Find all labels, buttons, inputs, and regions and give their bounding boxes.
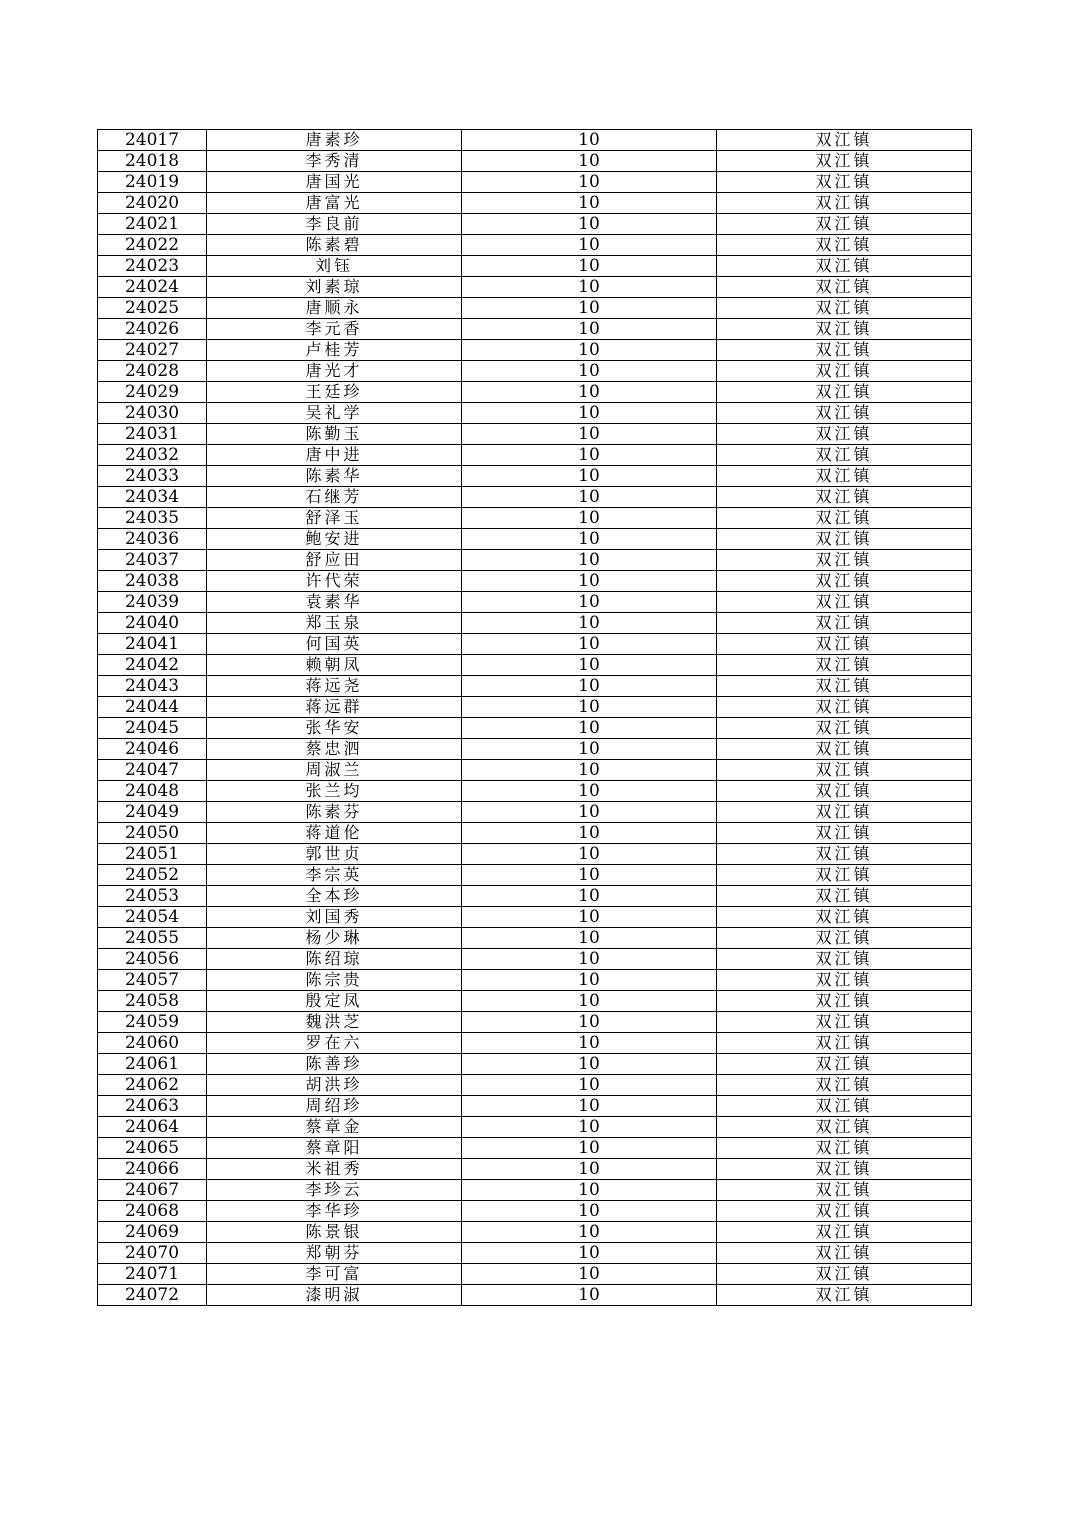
amount-cell: 10 (462, 424, 717, 445)
name-cell: 李珍云 (207, 1180, 462, 1201)
table-row (98, 676, 972, 697)
table-row (98, 718, 972, 739)
amount-cell: 10 (462, 760, 717, 781)
name-cell: 蔡章阳 (207, 1138, 462, 1159)
amount-cell: 10 (462, 1243, 717, 1264)
amount-cell: 10 (462, 1117, 717, 1138)
amount-cell: 10 (462, 1075, 717, 1096)
town-cell: 双江镇 (717, 1159, 972, 1180)
name-cell: 蒋远群 (207, 697, 462, 718)
id-cell: 24049 (98, 802, 207, 823)
table-row (98, 886, 972, 907)
town-cell: 双江镇 (717, 361, 972, 382)
id-cell: 24056 (98, 949, 207, 970)
table-row (98, 151, 972, 172)
town-cell: 双江镇 (717, 277, 972, 298)
table-row (98, 592, 972, 613)
name-cell: 郑朝芬 (207, 1243, 462, 1264)
name-cell: 舒应田 (207, 550, 462, 571)
table-row (98, 235, 972, 256)
amount-cell: 10 (462, 1201, 717, 1222)
name-cell: 陈宗贵 (207, 970, 462, 991)
id-cell: 24063 (98, 1096, 207, 1117)
table-row (98, 970, 972, 991)
name-cell: 李良前 (207, 214, 462, 235)
town-cell: 双江镇 (717, 550, 972, 571)
id-cell: 24030 (98, 403, 207, 424)
table-row (98, 424, 972, 445)
name-cell: 唐富光 (207, 193, 462, 214)
id-cell: 24027 (98, 340, 207, 361)
table-row (98, 529, 972, 550)
id-cell: 24024 (98, 277, 207, 298)
town-cell: 双江镇 (717, 151, 972, 172)
id-cell: 24069 (98, 1222, 207, 1243)
amount-cell: 10 (462, 865, 717, 886)
name-cell: 李华珍 (207, 1201, 462, 1222)
table-row (98, 508, 972, 529)
name-cell: 陈景银 (207, 1222, 462, 1243)
table-row (98, 1222, 972, 1243)
table-row (98, 340, 972, 361)
amount-cell: 10 (462, 508, 717, 529)
town-cell: 双江镇 (717, 760, 972, 781)
name-cell: 周淑兰 (207, 760, 462, 781)
name-cell: 杨少琳 (207, 928, 462, 949)
amount-cell: 10 (462, 277, 717, 298)
amount-cell: 10 (462, 613, 717, 634)
name-cell: 李秀清 (207, 151, 462, 172)
table-row (98, 823, 972, 844)
id-cell: 24058 (98, 991, 207, 1012)
id-cell: 24068 (98, 1201, 207, 1222)
table-row (98, 172, 972, 193)
id-cell: 24060 (98, 1033, 207, 1054)
table-row (98, 403, 972, 424)
name-cell: 米祖秀 (207, 1159, 462, 1180)
table-row (98, 1285, 972, 1306)
name-cell: 郑玉泉 (207, 613, 462, 634)
amount-cell: 10 (462, 1222, 717, 1243)
town-cell: 双江镇 (717, 130, 972, 151)
name-cell: 蔡忠泗 (207, 739, 462, 760)
name-cell: 陈素华 (207, 466, 462, 487)
id-cell: 24043 (98, 676, 207, 697)
town-cell: 双江镇 (717, 592, 972, 613)
amount-cell: 10 (462, 445, 717, 466)
id-cell: 24025 (98, 298, 207, 319)
town-cell: 双江镇 (717, 1222, 972, 1243)
id-cell: 24045 (98, 718, 207, 739)
table-row (98, 991, 972, 1012)
id-cell: 24017 (98, 130, 207, 151)
id-cell: 24059 (98, 1012, 207, 1033)
name-cell: 许代荣 (207, 571, 462, 592)
table-row (98, 634, 972, 655)
table-row (98, 214, 972, 235)
table-row (98, 865, 972, 886)
amount-cell: 10 (462, 676, 717, 697)
name-cell: 陈善珍 (207, 1054, 462, 1075)
table-row (98, 802, 972, 823)
town-cell: 双江镇 (717, 697, 972, 718)
amount-cell: 10 (462, 214, 717, 235)
amount-cell: 10 (462, 1159, 717, 1180)
town-cell: 双江镇 (717, 907, 972, 928)
name-cell: 郭世贞 (207, 844, 462, 865)
id-cell: 24047 (98, 760, 207, 781)
name-cell: 唐顺永 (207, 298, 462, 319)
name-cell: 罗在六 (207, 1033, 462, 1054)
table-row (98, 1138, 972, 1159)
amount-cell: 10 (462, 781, 717, 802)
id-cell: 24029 (98, 382, 207, 403)
town-cell: 双江镇 (717, 1075, 972, 1096)
name-cell: 漆明淑 (207, 1285, 462, 1306)
amount-cell: 10 (462, 697, 717, 718)
town-cell: 双江镇 (717, 1285, 972, 1306)
id-cell: 24021 (98, 214, 207, 235)
amount-cell: 10 (462, 1033, 717, 1054)
name-cell: 刘国秀 (207, 907, 462, 928)
amount-cell: 10 (462, 361, 717, 382)
table-row (98, 193, 972, 214)
amount-cell: 10 (462, 928, 717, 949)
amount-cell: 10 (462, 634, 717, 655)
amount-cell: 10 (462, 571, 717, 592)
amount-cell: 10 (462, 487, 717, 508)
amount-cell: 10 (462, 340, 717, 361)
table-row (98, 1012, 972, 1033)
table-row (98, 382, 972, 403)
town-cell: 双江镇 (717, 865, 972, 886)
town-cell: 双江镇 (717, 1033, 972, 1054)
id-cell: 24057 (98, 970, 207, 991)
name-cell: 赖朝凤 (207, 655, 462, 676)
name-cell: 唐国光 (207, 172, 462, 193)
town-cell: 双江镇 (717, 1243, 972, 1264)
town-cell: 双江镇 (717, 1138, 972, 1159)
amount-cell: 10 (462, 886, 717, 907)
name-cell: 石继芳 (207, 487, 462, 508)
id-cell: 24018 (98, 151, 207, 172)
town-cell: 双江镇 (717, 781, 972, 802)
town-cell: 双江镇 (717, 403, 972, 424)
amount-cell: 10 (462, 256, 717, 277)
name-cell: 李元香 (207, 319, 462, 340)
town-cell: 双江镇 (717, 382, 972, 403)
id-cell: 24040 (98, 613, 207, 634)
table-row (98, 697, 972, 718)
table-row (98, 1201, 972, 1222)
name-cell: 胡洪珍 (207, 1075, 462, 1096)
amount-cell: 10 (462, 550, 717, 571)
table-body (98, 130, 972, 1306)
town-cell: 双江镇 (717, 424, 972, 445)
name-cell: 袁素华 (207, 592, 462, 613)
amount-cell: 10 (462, 970, 717, 991)
id-cell: 24019 (98, 172, 207, 193)
amount-cell: 10 (462, 592, 717, 613)
amount-cell: 10 (462, 823, 717, 844)
id-cell: 24064 (98, 1117, 207, 1138)
town-cell: 双江镇 (717, 235, 972, 256)
id-cell: 24044 (98, 697, 207, 718)
amount-cell: 10 (462, 151, 717, 172)
table-row (98, 550, 972, 571)
town-cell: 双江镇 (717, 1096, 972, 1117)
town-cell: 双江镇 (717, 991, 972, 1012)
town-cell: 双江镇 (717, 340, 972, 361)
amount-cell: 10 (462, 907, 717, 928)
table-row (98, 571, 972, 592)
town-cell: 双江镇 (717, 172, 972, 193)
name-cell: 蒋道伦 (207, 823, 462, 844)
amount-cell: 10 (462, 1012, 717, 1033)
town-cell: 双江镇 (717, 949, 972, 970)
amount-cell: 10 (462, 739, 717, 760)
name-cell: 唐素珍 (207, 130, 462, 151)
name-cell: 李宗英 (207, 865, 462, 886)
name-cell: 陈绍琼 (207, 949, 462, 970)
name-cell: 唐中进 (207, 445, 462, 466)
amount-cell: 10 (462, 718, 717, 739)
amount-cell: 10 (462, 193, 717, 214)
id-cell: 24048 (98, 781, 207, 802)
name-cell: 鲍安进 (207, 529, 462, 550)
id-cell: 24065 (98, 1138, 207, 1159)
table-row (98, 760, 972, 781)
town-cell: 双江镇 (717, 1264, 972, 1285)
id-cell: 24055 (98, 928, 207, 949)
town-cell: 双江镇 (717, 1201, 972, 1222)
id-cell: 24061 (98, 1054, 207, 1075)
town-cell: 双江镇 (717, 634, 972, 655)
name-cell: 殷定凤 (207, 991, 462, 1012)
id-cell: 24033 (98, 466, 207, 487)
amount-cell: 10 (462, 403, 717, 424)
name-cell: 刘素琼 (207, 277, 462, 298)
table-row (98, 781, 972, 802)
id-cell: 24035 (98, 508, 207, 529)
table-row (98, 1180, 972, 1201)
town-cell: 双江镇 (717, 676, 972, 697)
town-cell: 双江镇 (717, 1180, 972, 1201)
name-cell: 张兰均 (207, 781, 462, 802)
town-cell: 双江镇 (717, 487, 972, 508)
town-cell: 双江镇 (717, 193, 972, 214)
id-cell: 24066 (98, 1159, 207, 1180)
town-cell: 双江镇 (717, 928, 972, 949)
amount-cell: 10 (462, 1264, 717, 1285)
name-cell: 何国英 (207, 634, 462, 655)
table-row (98, 613, 972, 634)
amount-cell: 10 (462, 991, 717, 1012)
id-cell: 24052 (98, 865, 207, 886)
id-cell: 24028 (98, 361, 207, 382)
town-cell: 双江镇 (717, 970, 972, 991)
town-cell: 双江镇 (717, 214, 972, 235)
table-row (98, 1075, 972, 1096)
id-cell: 24046 (98, 739, 207, 760)
name-cell: 陈勤玉 (207, 424, 462, 445)
town-cell: 双江镇 (717, 529, 972, 550)
amount-cell: 10 (462, 235, 717, 256)
id-cell: 24070 (98, 1243, 207, 1264)
id-cell: 24071 (98, 1264, 207, 1285)
name-cell: 唐光才 (207, 361, 462, 382)
id-cell: 24042 (98, 655, 207, 676)
table-row (98, 487, 972, 508)
id-cell: 24067 (98, 1180, 207, 1201)
id-cell: 24020 (98, 193, 207, 214)
table-row (98, 739, 972, 760)
town-cell: 双江镇 (717, 1012, 972, 1033)
id-cell: 24039 (98, 592, 207, 613)
id-cell: 24023 (98, 256, 207, 277)
id-cell: 24026 (98, 319, 207, 340)
id-cell: 24036 (98, 529, 207, 550)
name-cell: 魏洪芝 (207, 1012, 462, 1033)
amount-cell: 10 (462, 844, 717, 865)
amount-cell: 10 (462, 298, 717, 319)
amount-cell: 10 (462, 319, 717, 340)
amount-cell: 10 (462, 172, 717, 193)
id-cell: 24031 (98, 424, 207, 445)
table-row (98, 844, 972, 865)
name-cell: 陈素碧 (207, 235, 462, 256)
table-row (98, 655, 972, 676)
amount-cell: 10 (462, 1180, 717, 1201)
name-cell: 李可富 (207, 1264, 462, 1285)
amount-cell: 10 (462, 1285, 717, 1306)
table-row (98, 319, 972, 340)
table-row (98, 949, 972, 970)
town-cell: 双江镇 (717, 571, 972, 592)
name-cell: 舒泽玉 (207, 508, 462, 529)
town-cell: 双江镇 (717, 508, 972, 529)
amount-cell: 10 (462, 529, 717, 550)
name-cell: 蒋远尧 (207, 676, 462, 697)
town-cell: 双江镇 (717, 718, 972, 739)
town-cell: 双江镇 (717, 844, 972, 865)
name-cell: 张华安 (207, 718, 462, 739)
id-cell: 24054 (98, 907, 207, 928)
table-row (98, 298, 972, 319)
town-cell: 双江镇 (717, 466, 972, 487)
amount-cell: 10 (462, 655, 717, 676)
amount-cell: 10 (462, 466, 717, 487)
table-row (98, 277, 972, 298)
town-cell: 双江镇 (717, 1054, 972, 1075)
name-cell: 吴礼学 (207, 403, 462, 424)
name-cell: 蔡章金 (207, 1117, 462, 1138)
amount-cell: 10 (462, 1054, 717, 1075)
id-cell: 24032 (98, 445, 207, 466)
table-row (98, 1243, 972, 1264)
table-row (98, 1033, 972, 1054)
id-cell: 24022 (98, 235, 207, 256)
town-cell: 双江镇 (717, 613, 972, 634)
amount-cell: 10 (462, 382, 717, 403)
id-cell: 24034 (98, 487, 207, 508)
town-cell: 双江镇 (717, 445, 972, 466)
amount-cell: 10 (462, 802, 717, 823)
town-cell: 双江镇 (717, 256, 972, 277)
table-row (98, 1117, 972, 1138)
data-table (97, 129, 972, 1306)
table-row (98, 1096, 972, 1117)
id-cell: 24062 (98, 1075, 207, 1096)
amount-cell: 10 (462, 130, 717, 151)
amount-cell: 10 (462, 949, 717, 970)
table-row (98, 256, 972, 277)
town-cell: 双江镇 (717, 823, 972, 844)
table-row (98, 928, 972, 949)
town-cell: 双江镇 (717, 655, 972, 676)
table-row (98, 361, 972, 382)
amount-cell: 10 (462, 1138, 717, 1159)
table-row (98, 1054, 972, 1075)
amount-cell: 10 (462, 1096, 717, 1117)
name-cell: 全本珍 (207, 886, 462, 907)
town-cell: 双江镇 (717, 319, 972, 340)
name-cell: 周绍珍 (207, 1096, 462, 1117)
table-row (98, 130, 972, 151)
table-row (98, 445, 972, 466)
id-cell: 24072 (98, 1285, 207, 1306)
name-cell: 陈素芬 (207, 802, 462, 823)
name-cell: 刘钰 (207, 256, 462, 277)
town-cell: 双江镇 (717, 886, 972, 907)
town-cell: 双江镇 (717, 298, 972, 319)
name-cell: 卢桂芳 (207, 340, 462, 361)
id-cell: 24050 (98, 823, 207, 844)
id-cell: 24038 (98, 571, 207, 592)
name-cell: 王廷珍 (207, 382, 462, 403)
table-row (98, 1159, 972, 1180)
town-cell: 双江镇 (717, 802, 972, 823)
table-row (98, 907, 972, 928)
id-cell: 24053 (98, 886, 207, 907)
id-cell: 24051 (98, 844, 207, 865)
id-cell: 24037 (98, 550, 207, 571)
id-cell: 24041 (98, 634, 207, 655)
town-cell: 双江镇 (717, 739, 972, 760)
town-cell: 双江镇 (717, 1117, 972, 1138)
table-row (98, 466, 972, 487)
table-row (98, 1264, 972, 1285)
